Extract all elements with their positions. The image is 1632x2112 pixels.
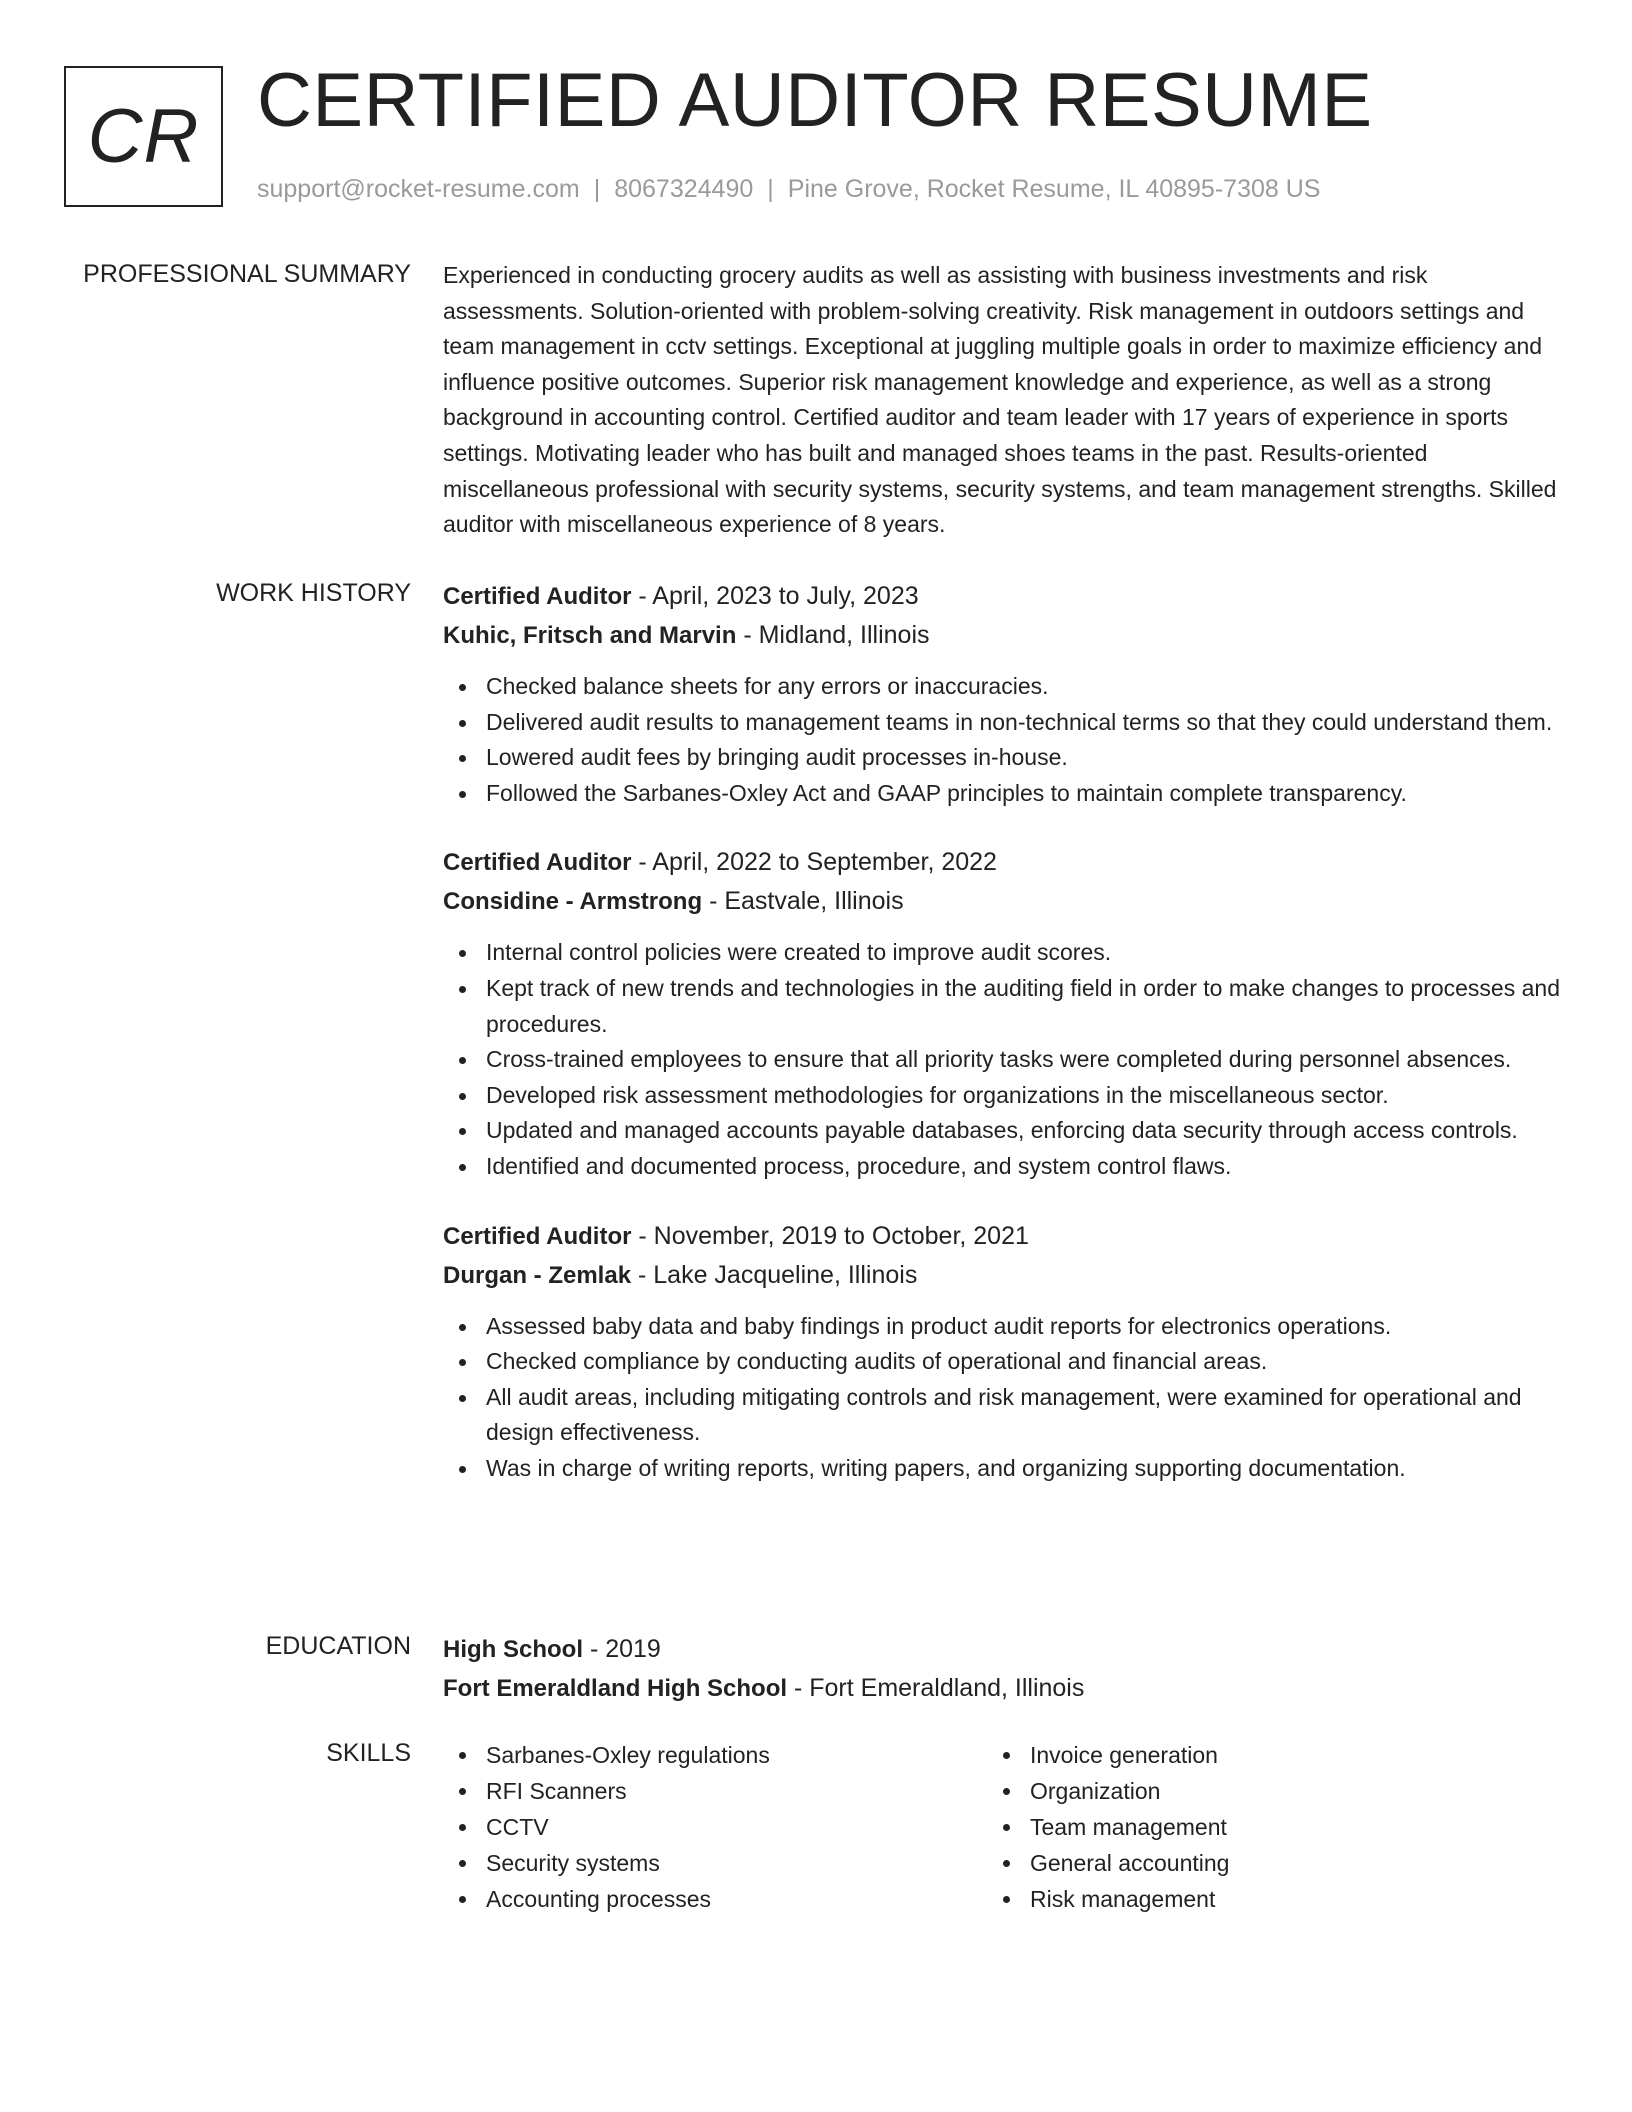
skill-item: Risk management (987, 1881, 1531, 1917)
resume-title: CERTIFIED AUDITOR RESUME (257, 58, 1373, 143)
skills-label: SKILLS (326, 1739, 411, 1767)
summary-body (443, 258, 1563, 543)
job-company-line (443, 882, 1563, 921)
skill-item: Invoice generation (987, 1737, 1531, 1773)
contact-email: support@rocket-resume.com (257, 175, 580, 203)
job-location: - Midland, Illinois (736, 621, 930, 649)
education-year: - 2019 (583, 1635, 661, 1663)
job-entry (443, 1217, 1563, 1487)
job-bullet: Developed risk assessment methodologies for organizations in the miscellaneous sector. (443, 1078, 1563, 1114)
contact-separator: | (767, 175, 774, 203)
work-history-label: WORK HISTORY (216, 579, 411, 607)
skill-item: RFI Scanners (443, 1773, 987, 1809)
contact-address: Pine Grove, Rocket Resume, IL 40895-7308 US (787, 175, 1321, 203)
summary-label: PROFESSIONAL SUMMARY (83, 260, 411, 288)
job-company: Durgan - Zemlak (443, 1261, 632, 1289)
job-dates: - November, 2019 to October, 2021 (631, 1221, 1029, 1250)
skill-item: Team management (987, 1809, 1531, 1845)
job-bullet: Internal control policies were created to improve audit scores. (443, 935, 1563, 971)
skill-item: Security systems (443, 1845, 987, 1881)
job-title-line (443, 1217, 1563, 1256)
job-title-line (443, 577, 1563, 616)
job-bullet: Was in charge of writing reports, writing papers, and organizing supporting documentation. (443, 1451, 1563, 1487)
skills-grid (443, 1737, 1563, 1917)
job-company: Kuhic, Fritsch and Marvin (443, 622, 737, 649)
monogram-initials: CR (87, 94, 200, 179)
job-bullet: Lowered audit fees by bringing audit processes in-house. (443, 740, 1563, 776)
job-bullet: Followed the Sarbanes-Oxley Act and GAAP principles to maintain complete transparency. (443, 776, 1563, 812)
education-location: - Fort Emeraldland, Illinois (787, 1674, 1085, 1702)
job-bullet: Cross-trained employees to ensure that all priority tasks were completed during personnel absences. (443, 1042, 1563, 1078)
job-title: Certified Auditor (443, 849, 632, 877)
job-bullet: Kept track of new trends and technologies in the auditing field in order to make changes to processes and procedures. (443, 971, 1563, 1042)
job-bullets (443, 669, 1563, 811)
job-bullet: Updated and managed accounts payable databases, enforcing data security through access controls. (443, 1113, 1563, 1149)
job-bullets (443, 1309, 1563, 1487)
job-bullets (443, 935, 1563, 1184)
education-degree-line (443, 1630, 1563, 1669)
job-location: - Eastvale, Illinois (702, 887, 904, 916)
job-bullet: All audit areas, including mitigating controls and risk management, were examined for operational and design effectiveness. (443, 1380, 1563, 1451)
education-school: Fort Emeraldland High School (443, 1675, 788, 1702)
job-dates: - April, 2023 to July, 2023 (631, 582, 919, 610)
skill-item: CCTV (443, 1809, 987, 1845)
skill-item: Accounting processes (443, 1881, 987, 1917)
job-entry (443, 577, 1563, 811)
job-title: Certified Auditor (443, 583, 632, 610)
education-label: EDUCATION (265, 1632, 411, 1660)
skill-item: Sarbanes-Oxley regulations (443, 1737, 987, 1773)
education-school-line (443, 1669, 1563, 1708)
job-bullet: Assessed baby data and baby findings in product audit reports for electronics operations. (443, 1309, 1563, 1345)
job-title: Certified Auditor (443, 1222, 632, 1250)
job-bullet: Checked compliance by conducting audits of operational and financial areas. (443, 1344, 1563, 1380)
job-bullet: Identified and documented process, procedure, and system control flaws. (443, 1149, 1563, 1185)
work-history-body (443, 577, 1563, 1487)
contact-line (257, 174, 1320, 204)
job-company: Considine - Armstrong (443, 888, 703, 916)
job-bullet: Checked balance sheets for any errors or inaccuracies. (443, 669, 1563, 705)
skill-item: General accounting (987, 1845, 1531, 1881)
summary-text: Experienced in conducting grocery audits as well as assisting with business investments and risk assessments. Solution-oriented with problem-solving creativity. Risk management in outdoors settings and team management in cctv settings. Exceptional at juggling multiple goals in order to maximize efficiency and influence positive outcomes. Superior risk management knowledge and experience, as well as a strong background in accounting control. Certified auditor and team leader with 17 years of experience in sports settings. Motivating leader who has built and managed shoes teams in the past. Results-oriented miscellaneous professional with security systems, security systems, and team management strengths. Skilled auditor with miscellaneous experience of 8 years. (443, 262, 1557, 538)
job-company-line (443, 1256, 1563, 1295)
monogram-box (64, 66, 223, 207)
skills-list-left (443, 1737, 987, 1917)
job-location: - Lake Jacqueline, Illinois (631, 1260, 918, 1289)
job-bullet: Delivered audit results to management teams in non-technical terms so that they could understand them. (443, 705, 1563, 741)
job-dates: - April, 2022 to September, 2022 (631, 848, 997, 877)
contact-separator: | (593, 175, 601, 203)
skills-body (443, 1737, 1563, 1917)
skills-list-right (987, 1737, 1531, 1917)
job-title-line (443, 843, 1563, 882)
skill-item: Organization (987, 1773, 1531, 1809)
contact-phone: 8067324490 (614, 175, 754, 203)
job-company-line (443, 616, 1563, 655)
education-body (443, 1630, 1563, 1708)
education-degree: High School (443, 1636, 583, 1663)
job-entry (443, 843, 1563, 1184)
